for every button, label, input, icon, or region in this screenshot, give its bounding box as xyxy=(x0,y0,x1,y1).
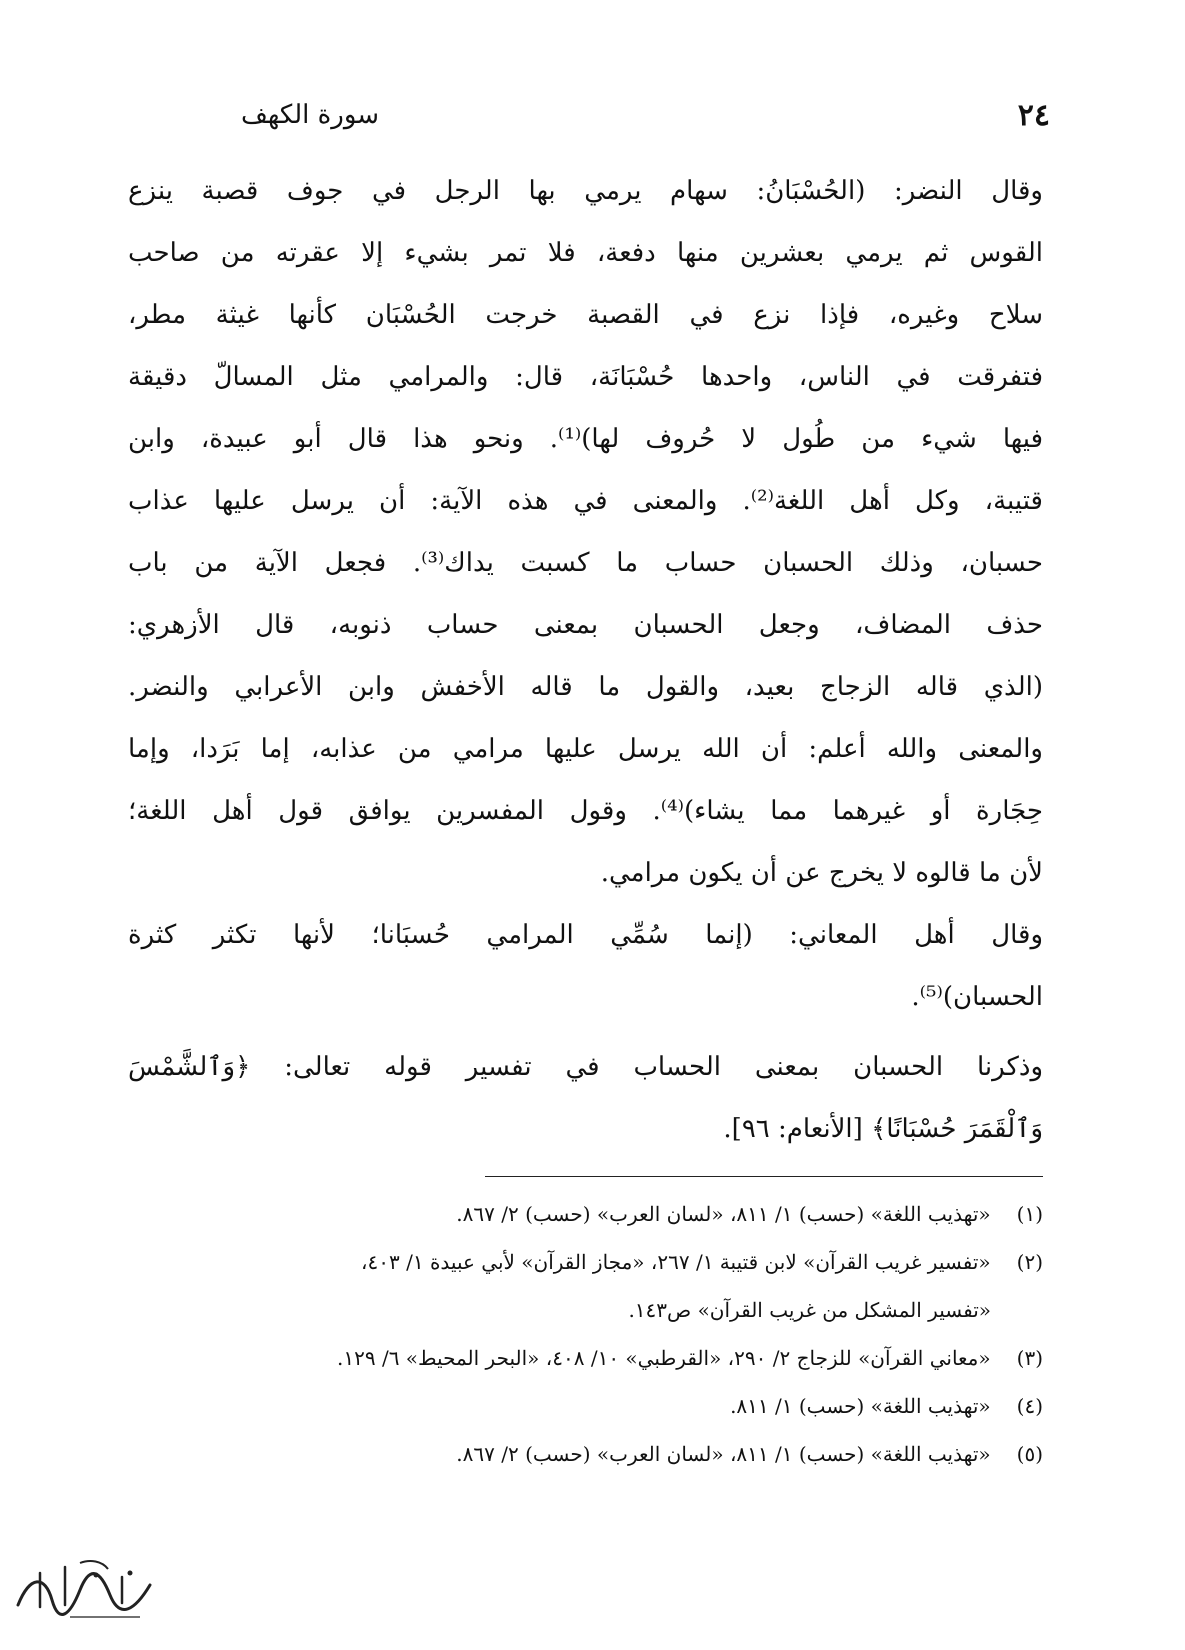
text-line: وذكرنا الحسبان بمعنى الحساب في تفسير قوله تعالى: ﴿وَٱلشَّمْسَ xyxy=(128,1052,1043,1082)
text-line: فتفرقت في الناس، واحدها حُسْبَانَة، قال: والمرامي مثل المسالّ دقيقة xyxy=(128,362,1043,392)
text-line: حسبان، وذلك الحسبان حساب ما كسبت يداك⁽³⁾. فجعل الآية من باب xyxy=(128,548,1043,578)
footnote-number: (١) xyxy=(1016,1202,1043,1226)
text-line: القوس ثم يرمي بعشرين منها دفعة، فلا تمر بشيء إلا عقرته من صاحب xyxy=(128,238,1043,268)
text-line: الحسبان)⁽⁵⁾. xyxy=(911,982,1043,1012)
footnote-divider xyxy=(485,1176,1043,1177)
footnote-1 xyxy=(128,1190,1043,1238)
page-number: ٢٤ xyxy=(1017,98,1050,133)
text-line: سلاح وغيره، فإذا نزع في القصبة خرجت الحُسْبَان كأنها غيثة مطر، xyxy=(128,300,1043,330)
footnote-3 xyxy=(128,1334,1043,1382)
footnote-text: «تفسير المشكل من غريب القرآن» ص١٤٣. xyxy=(628,1298,991,1322)
footnote-2 xyxy=(128,1238,1043,1286)
footnote-number: (٣) xyxy=(1016,1346,1043,1370)
text-line: وقال النضر: (الحُسْبَانُ: سهام يرمي بها الرجل في جوف قصبة ينزع xyxy=(128,176,1043,206)
footnote-4 xyxy=(128,1382,1043,1430)
footnote-text: «معاني القرآن» للزجاج ٢/ ٢٩٠، «القرطبي» ١٠/ ٤٠٨، «البحر المحيط» ٦/ ١٢٩. xyxy=(337,1346,991,1370)
calligraphy-logo-icon xyxy=(10,1555,160,1625)
body-text xyxy=(128,160,1043,1160)
footnote-5 xyxy=(128,1430,1043,1478)
text-line: والمعنى والله أعلم: أن الله يرسل عليها مرامي من عذابه، إما بَرَدا، وإما xyxy=(128,734,1043,764)
footnotes xyxy=(128,1190,1043,1478)
footnote-text: «تهذيب اللغة» (حسب) ١/ ٨١١. xyxy=(730,1394,991,1418)
footnote-text: «تهذيب اللغة» (حسب) ١/ ٨١١، «لسان العرب» (حسب) ٢/ ٨٦٧. xyxy=(456,1202,991,1226)
footnote-number: (٢) xyxy=(1016,1250,1043,1274)
footnote-text: «تهذيب اللغة» (حسب) ١/ ٨١١، «لسان العرب» (حسب) ٢/ ٨٦٧. xyxy=(456,1442,991,1466)
text-line: فيها شيء من طُول لا حُروف لها)⁽¹⁾. ونحو هذا قال أبو عبيدة، وابن xyxy=(128,424,1043,454)
footnote-text: «تفسير غريب القرآن» لابن قتيبة ١/ ٢٦٧، «مجاز القرآن» لأبي عبيدة ١/ ٤٠٣، xyxy=(361,1250,991,1274)
text-line: حذف المضاف، وجعل الحسبان بمعنى حساب ذنوبه، قال الأزهري: xyxy=(128,610,1043,640)
text-line: وقال أهل المعاني: (إنما سُمِّي المرامي حُسبَانا؛ لأنها تكثر كثرة xyxy=(128,920,1043,950)
footnote-number: (٤) xyxy=(1016,1394,1043,1418)
text-line: لأن ما قالوه لا يخرج عن أن يكون مرامي. xyxy=(600,858,1043,888)
footnote-2-continued xyxy=(128,1286,1043,1334)
text-line: (الذي قاله الزجاج بعيد، والقول ما قاله الأخفش وابن الأعرابي والنضر. xyxy=(128,672,1043,702)
text-line: حِجَارة أو غيرهما مما يشاء)⁽⁴⁾. وقول المفسرين يوافق قول أهل اللغة؛ xyxy=(128,796,1043,826)
text-line: قتيبة، وكل أهل اللغة⁽²⁾. والمعنى في هذه الآية: أن يرسل عليها عذاب xyxy=(128,486,1043,516)
text-line: وَٱلْقَمَرَ حُسْبَانًا﴾ [الأنعام: ٩٦]. xyxy=(723,1114,1043,1144)
publisher-logo xyxy=(10,1555,160,1625)
chapter-title: سورة الكهف xyxy=(240,100,380,130)
footnote-number: (٥) xyxy=(1016,1442,1043,1466)
